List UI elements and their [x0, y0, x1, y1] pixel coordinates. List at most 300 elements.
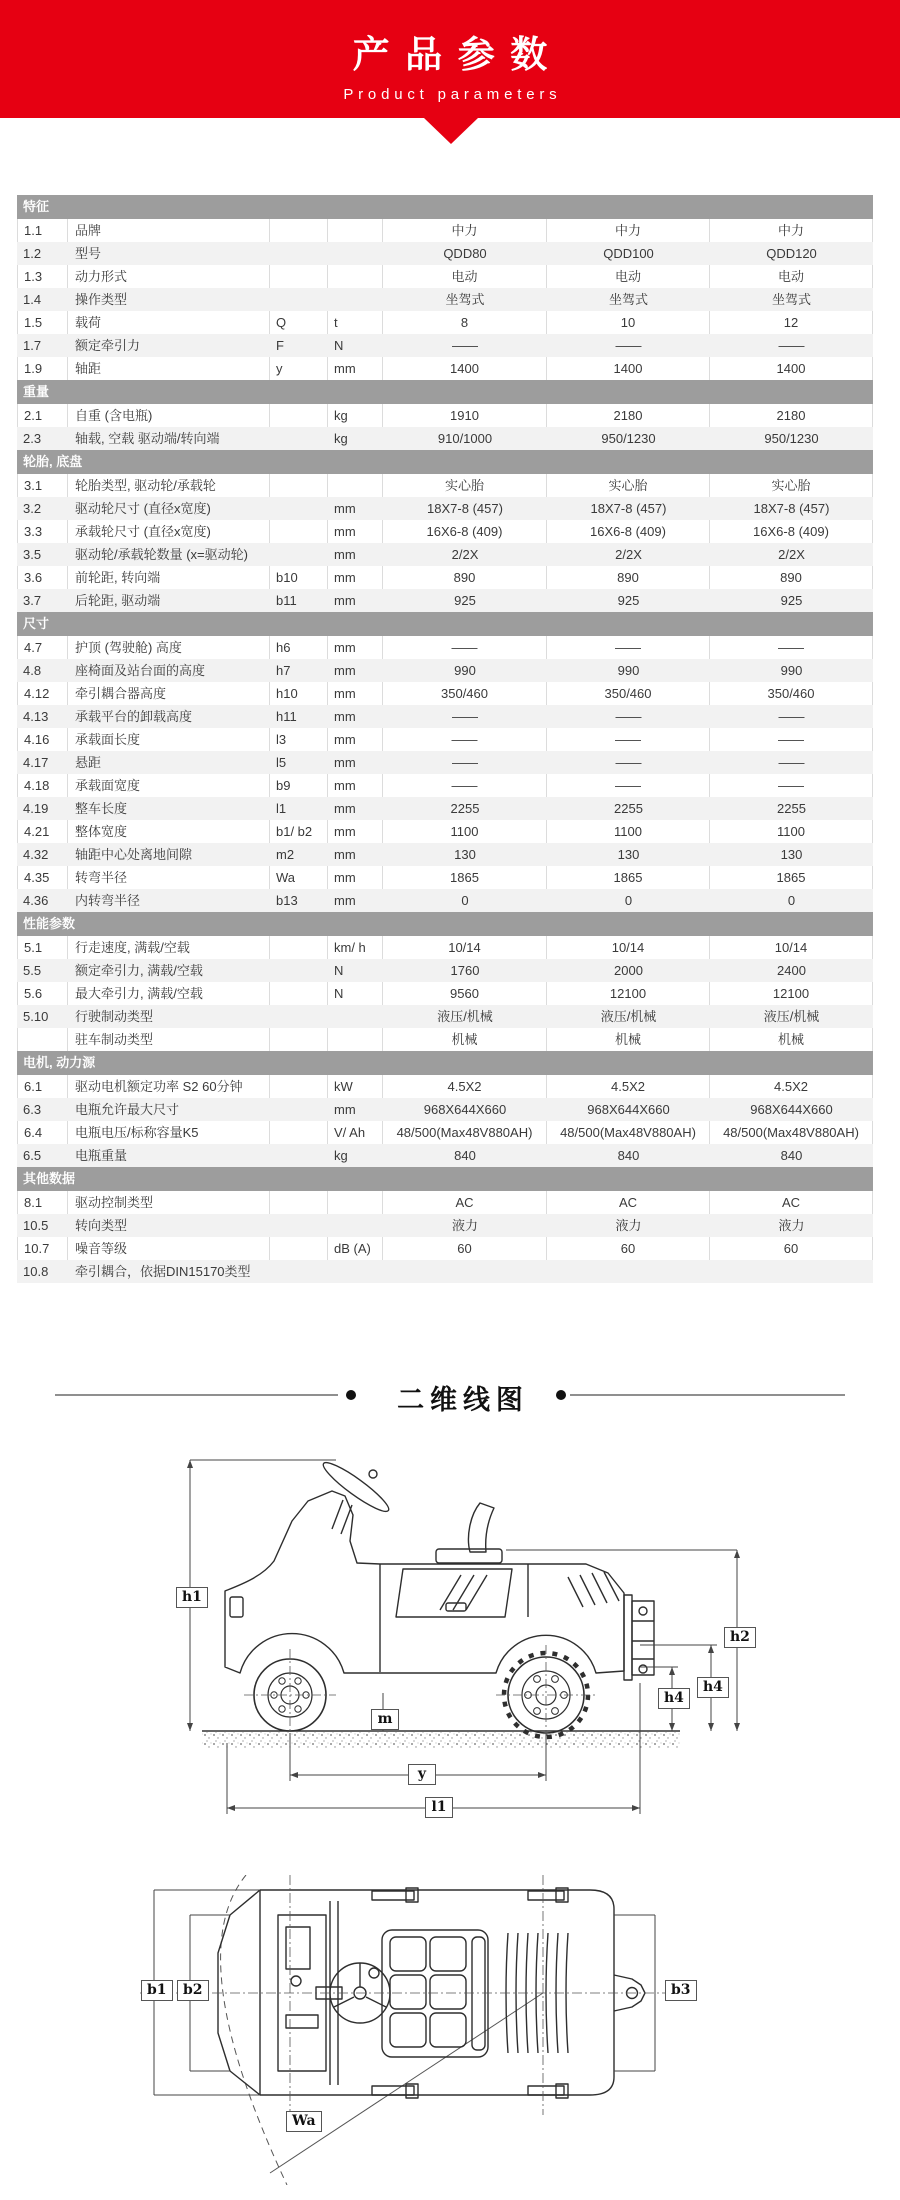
table-cell: 10/14 [547, 936, 710, 959]
table-cell [270, 1191, 328, 1214]
table-cell: 3.2 [23, 501, 42, 516]
table-cell: 1100 [383, 820, 547, 843]
table-cell: —— [547, 774, 710, 797]
table-cell [17, 1028, 68, 1051]
section-header: 性能参数 [17, 912, 873, 936]
table-cell: 电瓶重量 [75, 1148, 128, 1163]
table-cell: 925 [780, 593, 803, 608]
table-cell [270, 242, 328, 265]
table-cell: 2180 [710, 404, 873, 427]
table-cell: 4.35 [17, 866, 68, 889]
dim-label-h4-outer: h4 [697, 1677, 729, 1698]
table-cell: —— [383, 774, 547, 797]
table-cell: mm [328, 728, 383, 751]
table-cell [270, 1075, 328, 1098]
dim-label-b3: b3 [665, 1980, 697, 2001]
table-cell: 1865 [383, 866, 547, 889]
table-cell: —— [615, 755, 642, 770]
table-cell: —— [778, 709, 805, 724]
table-cell: —— [547, 636, 710, 659]
table-cell: 电动 [547, 265, 710, 288]
table-cell: 牵引耦合器高度 [68, 682, 270, 705]
table-cell: 6.3 [23, 1102, 42, 1117]
table-cell: 电瓶电压/标称容量K5 [68, 1121, 270, 1144]
table-row [17, 1005, 873, 1028]
table-cell: —— [452, 338, 478, 353]
table-row [17, 866, 873, 889]
table-cell: 1400 [383, 357, 547, 380]
table-cell: 0 [461, 893, 469, 908]
line-drawing-title: 二维线图 [397, 1385, 529, 1415]
table-cell: mm [334, 847, 356, 862]
table-cell: 130 [780, 847, 803, 862]
table-cell: 电瓶允许最大尺寸 [75, 1102, 180, 1117]
table-row [17, 728, 873, 751]
table-cell: 18X7-8 (457) [753, 501, 830, 516]
page-title: 产品参数 [352, 34, 563, 75]
table-cell: 3.1 [17, 474, 68, 497]
table-cell: 坐驾式 [771, 292, 811, 307]
table-cell: 1.1 [17, 219, 68, 242]
table-cell: 910/1000 [437, 431, 493, 446]
table-cell: b9 [270, 774, 328, 797]
table-cell: 0 [787, 893, 796, 908]
table-cell [270, 1144, 328, 1167]
section-header: 其他数据 [17, 1167, 873, 1191]
table-cell: 2.1 [17, 404, 68, 427]
table-cell: 16X6-8 (409) [710, 520, 873, 543]
table-cell: —— [452, 755, 478, 770]
table-cell: 60 [547, 1237, 710, 1260]
dim-label-h4-inner: h4 [658, 1688, 690, 1709]
table-cell: 950/1230 [601, 431, 656, 446]
table-cell: 1910 [383, 404, 547, 427]
table-cell: 8 [383, 311, 547, 334]
table-cell: l1 [276, 801, 287, 816]
table-cell: 4.17 [23, 755, 49, 770]
table-cell: 968X644X660 [587, 1102, 670, 1117]
table-cell: QDD100 [603, 246, 654, 261]
table-cell: 4.32 [23, 847, 49, 862]
dim-label-l1: l1 [425, 1797, 453, 1818]
table-cell: kg [334, 431, 348, 446]
table-cell: mm [334, 501, 356, 516]
table-cell: 16X6-8 (409) [547, 520, 710, 543]
table-cell: 990 [454, 663, 476, 678]
table-cell: —— [710, 774, 873, 797]
table-cell: h11 [276, 709, 297, 724]
table-cell: mm [328, 636, 383, 659]
table-cell [270, 497, 328, 520]
dim-label-h2: h2 [724, 1627, 756, 1648]
table-cell: 890 [383, 566, 547, 589]
table-cell: 60 [710, 1237, 873, 1260]
table-cell: 950/1230 [764, 431, 819, 446]
table-cell: 1760 [450, 963, 480, 978]
table-row [17, 566, 873, 589]
table-row [17, 311, 873, 334]
table-cell: kg [328, 404, 383, 427]
table-cell [270, 959, 328, 982]
table-cell [328, 219, 383, 242]
table-cell: N [334, 338, 344, 353]
table-cell: 130 [617, 847, 640, 862]
divider-dot-right [556, 1390, 566, 1400]
table-cell: 1400 [710, 357, 873, 380]
table-cell: 3.5 [23, 547, 42, 562]
table-row [17, 774, 873, 797]
table-cell: 实心胎 [383, 474, 547, 497]
table-cell: kg [334, 1148, 348, 1163]
table-cell: 行走速度, 满载/空载 [68, 936, 270, 959]
table-cell: 2.3 [23, 431, 42, 446]
table-cell: 驱动控制类型 [68, 1191, 270, 1214]
table-cell: 48/500(Max48V880AH) [547, 1121, 710, 1144]
table-cell: 60 [383, 1237, 547, 1260]
table-cell: 载荷 [68, 311, 270, 334]
table-cell: Q [270, 311, 328, 334]
table-row [17, 1144, 873, 1167]
table-cell: km/ h [328, 936, 383, 959]
table-row [17, 474, 873, 497]
table-row [17, 427, 873, 450]
table-cell: 轴距 [68, 357, 270, 380]
table-cell [328, 1191, 383, 1214]
table-row [17, 219, 873, 242]
table-cell: 5.5 [23, 963, 42, 978]
table-cell: 840 [454, 1148, 476, 1163]
table-cell: l5 [276, 755, 287, 770]
table-cell: —— [615, 338, 642, 353]
table-cell: 2000 [614, 963, 643, 978]
table-cell: 转向类型 [75, 1218, 128, 1233]
table-cell: 后轮距, 驱动端 [75, 593, 161, 608]
table-cell: 4.36 [23, 893, 49, 908]
dim-label-b1: b1 [141, 1980, 173, 2001]
table-cell: —— [710, 728, 873, 751]
table-cell: 4.5X2 [710, 1075, 873, 1098]
table-cell: 0 [624, 893, 633, 908]
table-cell: 2180 [547, 404, 710, 427]
table-cell: 48/500(Max48V880AH) [383, 1121, 547, 1144]
table-cell: mm [328, 357, 383, 380]
table-cell: 中力 [383, 219, 547, 242]
table-cell: 最大牵引力, 满载/空载 [68, 982, 270, 1005]
table-cell: 行驶制动类型 [75, 1009, 154, 1024]
table-row [17, 497, 873, 520]
table-cell [270, 1028, 328, 1051]
table-cell: 实心胎 [547, 474, 710, 497]
table-row [17, 1214, 873, 1237]
table-cell: 悬距 [75, 755, 102, 770]
table-cell [328, 1028, 383, 1051]
table-cell: AC [547, 1191, 710, 1214]
table-cell: N [334, 963, 344, 978]
table-cell: AC [383, 1191, 547, 1214]
table-cell [270, 1237, 328, 1260]
table-cell: —— [547, 728, 710, 751]
table-cell [270, 219, 328, 242]
table-row [17, 889, 873, 912]
table-cell [270, 982, 328, 1005]
table-cell: mm [334, 755, 356, 770]
table-cell [328, 288, 383, 311]
table-cell [328, 265, 383, 288]
banner-arrow-icon [424, 118, 478, 144]
table-cell: 3.6 [17, 566, 68, 589]
table-cell: 整体宽度 [68, 820, 270, 843]
table-row [17, 820, 873, 843]
table-cell: 1.3 [17, 265, 68, 288]
table-cell: 额定牵引力, 满载/空载 [75, 963, 203, 978]
table-cell [328, 1214, 383, 1237]
divider-line-left [55, 1394, 338, 1396]
table-cell: F [276, 338, 284, 353]
table-cell [270, 1214, 328, 1237]
table-cell: 925 [454, 593, 476, 608]
table-cell: —— [615, 709, 642, 724]
table-cell [270, 1005, 328, 1028]
table-cell [270, 543, 328, 566]
table-row [17, 1237, 873, 1260]
table-row [17, 520, 873, 543]
table-cell: mm [328, 820, 383, 843]
table-cell: h7 [276, 663, 291, 678]
table-cell [270, 1098, 328, 1121]
section-header: 特征 [17, 195, 873, 219]
table-cell: QDD120 [766, 246, 817, 261]
table-row [17, 1191, 873, 1214]
dim-label-b2: b2 [177, 1980, 209, 2001]
table-cell: 840 [617, 1148, 640, 1163]
table-cell: V/ Ah [328, 1121, 383, 1144]
table-cell: 990 [617, 663, 640, 678]
table-cell: 10.8 [23, 1264, 49, 1279]
table-cell: 968X644X660 [750, 1102, 833, 1117]
table-cell: mm [334, 893, 356, 908]
table-row [17, 1098, 873, 1121]
table-cell [328, 1005, 383, 1028]
section-header: 尺寸 [17, 612, 873, 636]
table-cell: 10.7 [17, 1237, 68, 1260]
table-cell: 1865 [710, 866, 873, 889]
table-cell: 18X7-8 (457) [427, 501, 503, 516]
table-row [17, 242, 873, 265]
table-cell: b1/ b2 [270, 820, 328, 843]
table-cell: kW [328, 1075, 383, 1098]
dim-label-h1: h1 [176, 1587, 208, 1608]
spec-table [17, 195, 873, 1283]
table-cell: 2/2X [451, 547, 479, 562]
table-cell: 4.7 [17, 636, 68, 659]
table-cell: 液压/机械 [600, 1009, 657, 1024]
table-cell: 承载轮尺寸 (直径x宽度) [68, 520, 270, 543]
table-cell: —— [383, 728, 547, 751]
table-cell: 噪音等级 [68, 1237, 270, 1260]
table-cell: 4.16 [17, 728, 68, 751]
table-cell: 轮胎类型, 驱动轮/承载轮 [68, 474, 270, 497]
table-row [17, 659, 873, 682]
table-cell: 1.7 [23, 338, 42, 353]
table-cell [270, 936, 328, 959]
table-cell: 轴载, 空载 驱动端/转向端 [75, 431, 220, 446]
table-cell: t [328, 311, 383, 334]
table-cell: 12100 [710, 982, 873, 1005]
table-cell: 驱动电机额定功率 S2 60分钟 [68, 1075, 270, 1098]
table-row [17, 636, 873, 659]
table-cell: 承载平台的卸载高度 [75, 709, 193, 724]
table-cell: 中力 [710, 219, 873, 242]
table-cell: 2255 [777, 801, 806, 816]
table-cell: 2/2X [615, 547, 642, 562]
table-cell: 液压/机械 [437, 1009, 493, 1024]
table-cell: 承载面长度 [68, 728, 270, 751]
table-cell: 内转弯半径 [75, 893, 141, 908]
section-header: 轮胎, 底盘 [17, 450, 873, 474]
table-cell: 10.5 [23, 1218, 49, 1233]
table-cell: 1100 [710, 820, 873, 843]
table-cell: 5.6 [17, 982, 68, 1005]
table-cell: 机械 [710, 1028, 873, 1051]
table-cell: 10 [547, 311, 710, 334]
table-cell: 990 [780, 663, 803, 678]
table-cell: mm [334, 709, 356, 724]
table-cell: —— [778, 338, 805, 353]
table-cell: dB (A) [328, 1237, 383, 1260]
table-cell: y [270, 357, 328, 380]
table-cell: 4.21 [17, 820, 68, 843]
dim-label-y: y [408, 1764, 436, 1785]
table-cell: 坐驾式 [445, 292, 485, 307]
table-cell: —— [383, 636, 547, 659]
table-cell: 动力形式 [68, 265, 270, 288]
table-cell: 350/460 [383, 682, 547, 705]
divider-dot-left [346, 1390, 356, 1400]
table-cell: 6.4 [17, 1121, 68, 1144]
table-cell: 3.3 [17, 520, 68, 543]
table-cell [270, 288, 328, 311]
table-row [17, 797, 873, 820]
table-cell: 1.4 [23, 292, 42, 307]
dim-label-m: m [371, 1709, 399, 1730]
table-row [17, 334, 873, 357]
table-cell: 液力 [451, 1218, 478, 1233]
table-cell: 4.5X2 [383, 1075, 547, 1098]
table-cell: 牵引耦合，依据DIN15170类型 [75, 1264, 251, 1279]
table-cell: 350/460 [710, 682, 873, 705]
table-cell [328, 242, 383, 265]
table-cell [270, 265, 328, 288]
table-row [17, 936, 873, 959]
table-cell: N [328, 982, 383, 1005]
table-cell: 1865 [547, 866, 710, 889]
table-cell: 承载面宽度 [68, 774, 270, 797]
table-cell: mm [328, 866, 383, 889]
table-row [17, 682, 873, 705]
table-cell: 1.9 [17, 357, 68, 380]
table-cell [328, 474, 383, 497]
table-cell: 1.5 [17, 311, 68, 334]
table-cell: mm [334, 663, 356, 678]
table-row [17, 589, 873, 612]
table-cell: 350/460 [547, 682, 710, 705]
banner [0, 0, 900, 118]
table-cell: 品牌 [68, 219, 270, 242]
page-subtitle: Product parameters [343, 86, 562, 103]
table-cell: h6 [270, 636, 328, 659]
table-cell: mm [328, 774, 383, 797]
table-cell: mm [328, 520, 383, 543]
table-row [17, 751, 873, 774]
table-cell: 840 [780, 1148, 803, 1163]
table-cell: 16X6-8 (409) [383, 520, 547, 543]
table-cell: —— [710, 636, 873, 659]
table-cell: mm [334, 593, 356, 608]
table-cell: 机械 [547, 1028, 710, 1051]
table-cell: Wa [270, 866, 328, 889]
table-row [17, 959, 873, 982]
table-cell: 4.5X2 [547, 1075, 710, 1098]
table-row [17, 705, 873, 728]
table-cell: 操作类型 [75, 292, 128, 307]
table-row [17, 1260, 873, 1283]
table-cell: 额定牵引力 [75, 338, 141, 353]
top-view-linework [120, 1875, 720, 2185]
table-cell: 1.2 [23, 246, 42, 261]
table-cell: 液压/机械 [763, 1009, 820, 1024]
table-cell: 电动 [710, 265, 873, 288]
table-cell: 890 [710, 566, 873, 589]
table-row [17, 543, 873, 566]
table-row [17, 982, 873, 1005]
table-cell: 8.1 [17, 1191, 68, 1214]
table-cell: 液力 [615, 1218, 642, 1233]
section-header: 重量 [17, 380, 873, 404]
table-cell: 前轮距, 转向端 [68, 566, 270, 589]
table-cell: 6.5 [23, 1148, 42, 1163]
table-cell: 座椅面及站台面的高度 [75, 663, 206, 678]
top-view-drawing [120, 1875, 720, 2185]
dim-label-wa: Wa [286, 2111, 322, 2132]
divider-line-right [570, 1394, 845, 1396]
table-cell: 驱动轮/承载轮数量 (x=驱动轮) [75, 547, 248, 562]
table-cell: 12100 [547, 982, 710, 1005]
table-cell [270, 1121, 328, 1144]
table-cell: 968X644X660 [423, 1102, 507, 1117]
table-cell: 液力 [778, 1218, 805, 1233]
table-cell: 2/2X [778, 547, 805, 562]
table-cell: mm [334, 547, 356, 562]
table-row [17, 265, 873, 288]
table-cell: 9560 [383, 982, 547, 1005]
table-cell: 10/14 [710, 936, 873, 959]
table-cell: 机械 [383, 1028, 547, 1051]
table-row [17, 1121, 873, 1144]
table-cell: 5.1 [17, 936, 68, 959]
table-cell: h10 [270, 682, 328, 705]
table-cell: b10 [270, 566, 328, 589]
table-cell: 12 [710, 311, 873, 334]
table-cell: 2255 [450, 801, 480, 816]
table-cell: 890 [547, 566, 710, 589]
table-cell: 4.8 [23, 663, 42, 678]
table-cell [270, 520, 328, 543]
table-cell: 轴距中心处离地间隙 [75, 847, 193, 862]
table-cell: 驱动轮尺寸 (直径x宽度) [75, 501, 211, 516]
table-cell: b13 [276, 893, 298, 908]
table-cell: b11 [276, 593, 297, 608]
table-cell: 18X7-8 (457) [590, 501, 667, 516]
